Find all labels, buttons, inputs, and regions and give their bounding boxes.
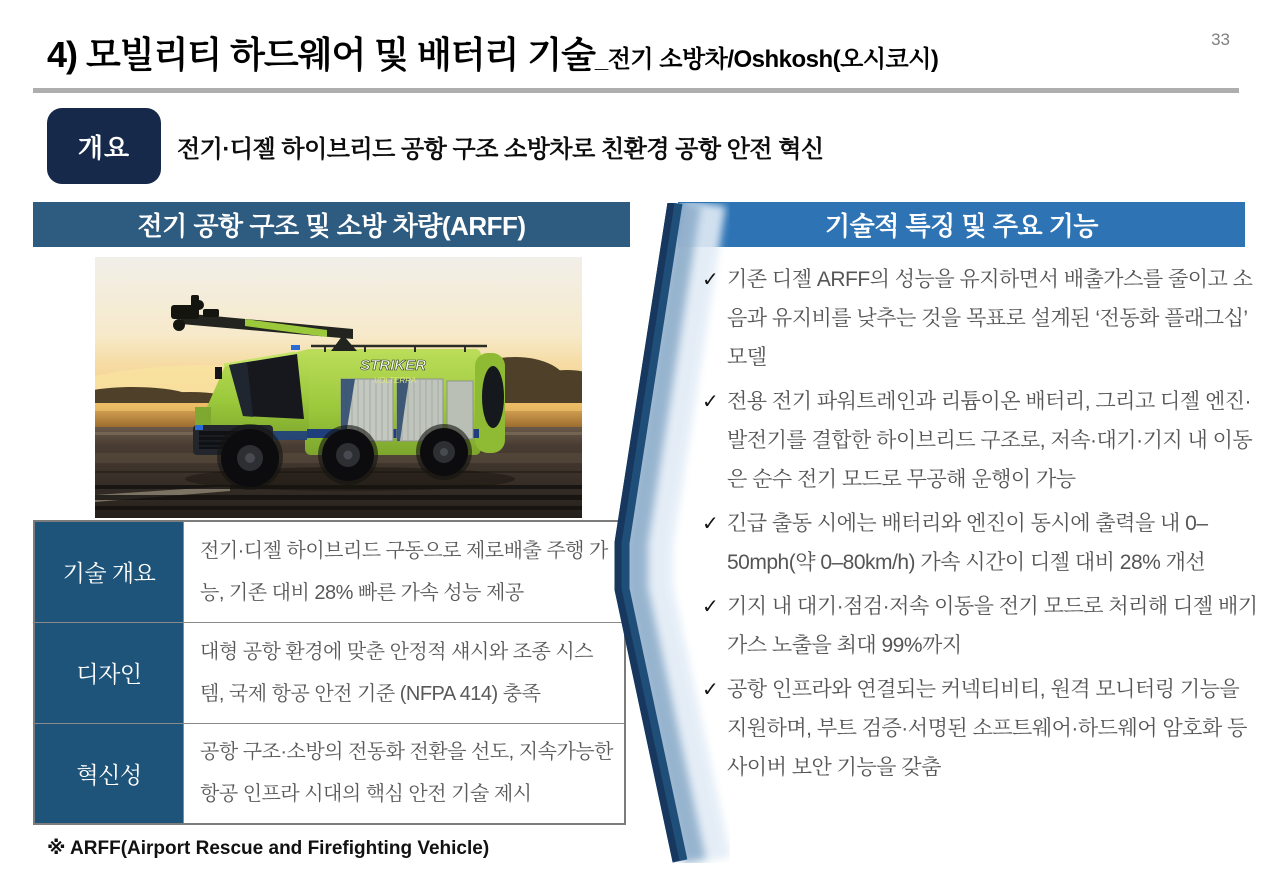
truck-model-label: VOLTERRA: [373, 376, 417, 385]
spec-row-label: 디자인: [34, 622, 184, 723]
overview-text: 전기·디젤 하이브리드 공항 구조 소방차로 친환경 공항 안전 혁신: [177, 135, 824, 163]
spec-row-label: 혁신성: [34, 723, 184, 824]
bullet-text: 긴급 출동 시에는 배터리와 엔진이 동시에 출력을 내 0–50mph(약 0–80km/h) 가속 시간이 디젤 대비 28% 개선: [727, 512, 1208, 574]
arff-truck-photo: [95, 257, 582, 518]
truck-brand-label: STRIKER: [360, 357, 426, 374]
spec-row-content: 공항 구조·소방의 전동화 전환을 선도, 지속가능한 항공 인프라 시대의 핵심 안전 기술 제시: [184, 723, 626, 824]
check-icon: ✓: [702, 596, 719, 618]
spec-table: [33, 520, 626, 825]
title-divider-rule: [33, 88, 1239, 93]
feature-bullet-list: [702, 260, 1258, 792]
spec-row-content: 대형 공항 환경에 맞춘 안정적 섀시와 조종 시스템, 국제 항공 안전 기준 (NFPA 414) 충족: [184, 622, 626, 723]
page-number: 33: [1211, 30, 1230, 49]
check-icon: ✓: [702, 679, 719, 701]
list-item: [702, 587, 1258, 665]
table-row: [34, 521, 625, 622]
spec-row-content: 전기·디젤 하이브리드 구동으로 제로배출 주행 가능, 기존 대비 28% 빠른 가속 성능 제공: [184, 521, 626, 622]
spec-row-label: 기술 개요: [34, 521, 184, 622]
list-item: [702, 382, 1258, 499]
overview-badge: 개요: [47, 108, 161, 184]
arff-truck-illustration: [95, 257, 582, 518]
page-title-main: 4) 모빌리티 하드웨어 및 배터리 기술: [47, 34, 595, 75]
check-icon: ✓: [702, 391, 719, 413]
check-icon: ✓: [702, 513, 719, 535]
page-title: [47, 34, 1177, 75]
right-panel-header: 기술적 특징 및 주요 기능: [678, 202, 1245, 247]
table-row: [34, 723, 625, 824]
bullet-text: 전용 전기 파워트레인과 리튬이온 배터리, 그리고 디젤 엔진·발전기를 결합한 하이브리드 구조로, 저속·대기·기지 내 이동은 순수 전기 모드로 무공해 운행이 가능: [727, 390, 1253, 491]
page-title-sub: _전기 소방차/Oshkosh(오시코시): [594, 46, 939, 73]
list-item: [702, 504, 1258, 582]
bullet-text: 기지 내 대기·점검·저속 이동을 전기 모드로 처리해 디젤 배기가스 노출을 최대 99%까지: [727, 595, 1258, 657]
bullet-text: 기존 디젤 ARFF의 성능을 유지하면서 배출가스를 줄이고 소음과 유지비를 낮추는 것을 목표로 설계된 ‘전동화 플래그십’ 모델: [727, 268, 1253, 369]
check-icon: ✓: [702, 269, 719, 291]
table-row: [34, 622, 625, 723]
list-item: [702, 670, 1258, 787]
bullet-text: 공항 인프라와 연결되는 커넥티비티, 원격 모니터링 기능을 지원하며, 부트 검증·서명된 소프트웨어·하드웨어 암호화 등 사이버 보안 기능을 갖춤: [727, 678, 1247, 779]
left-panel-header: 전기 공항 구조 및 소방 차량(ARFF): [33, 202, 630, 247]
footnote-arff-definition: ※ ARFF(Airport Rescue and Firefighting Vehicle): [47, 838, 490, 859]
list-item: [702, 260, 1258, 377]
